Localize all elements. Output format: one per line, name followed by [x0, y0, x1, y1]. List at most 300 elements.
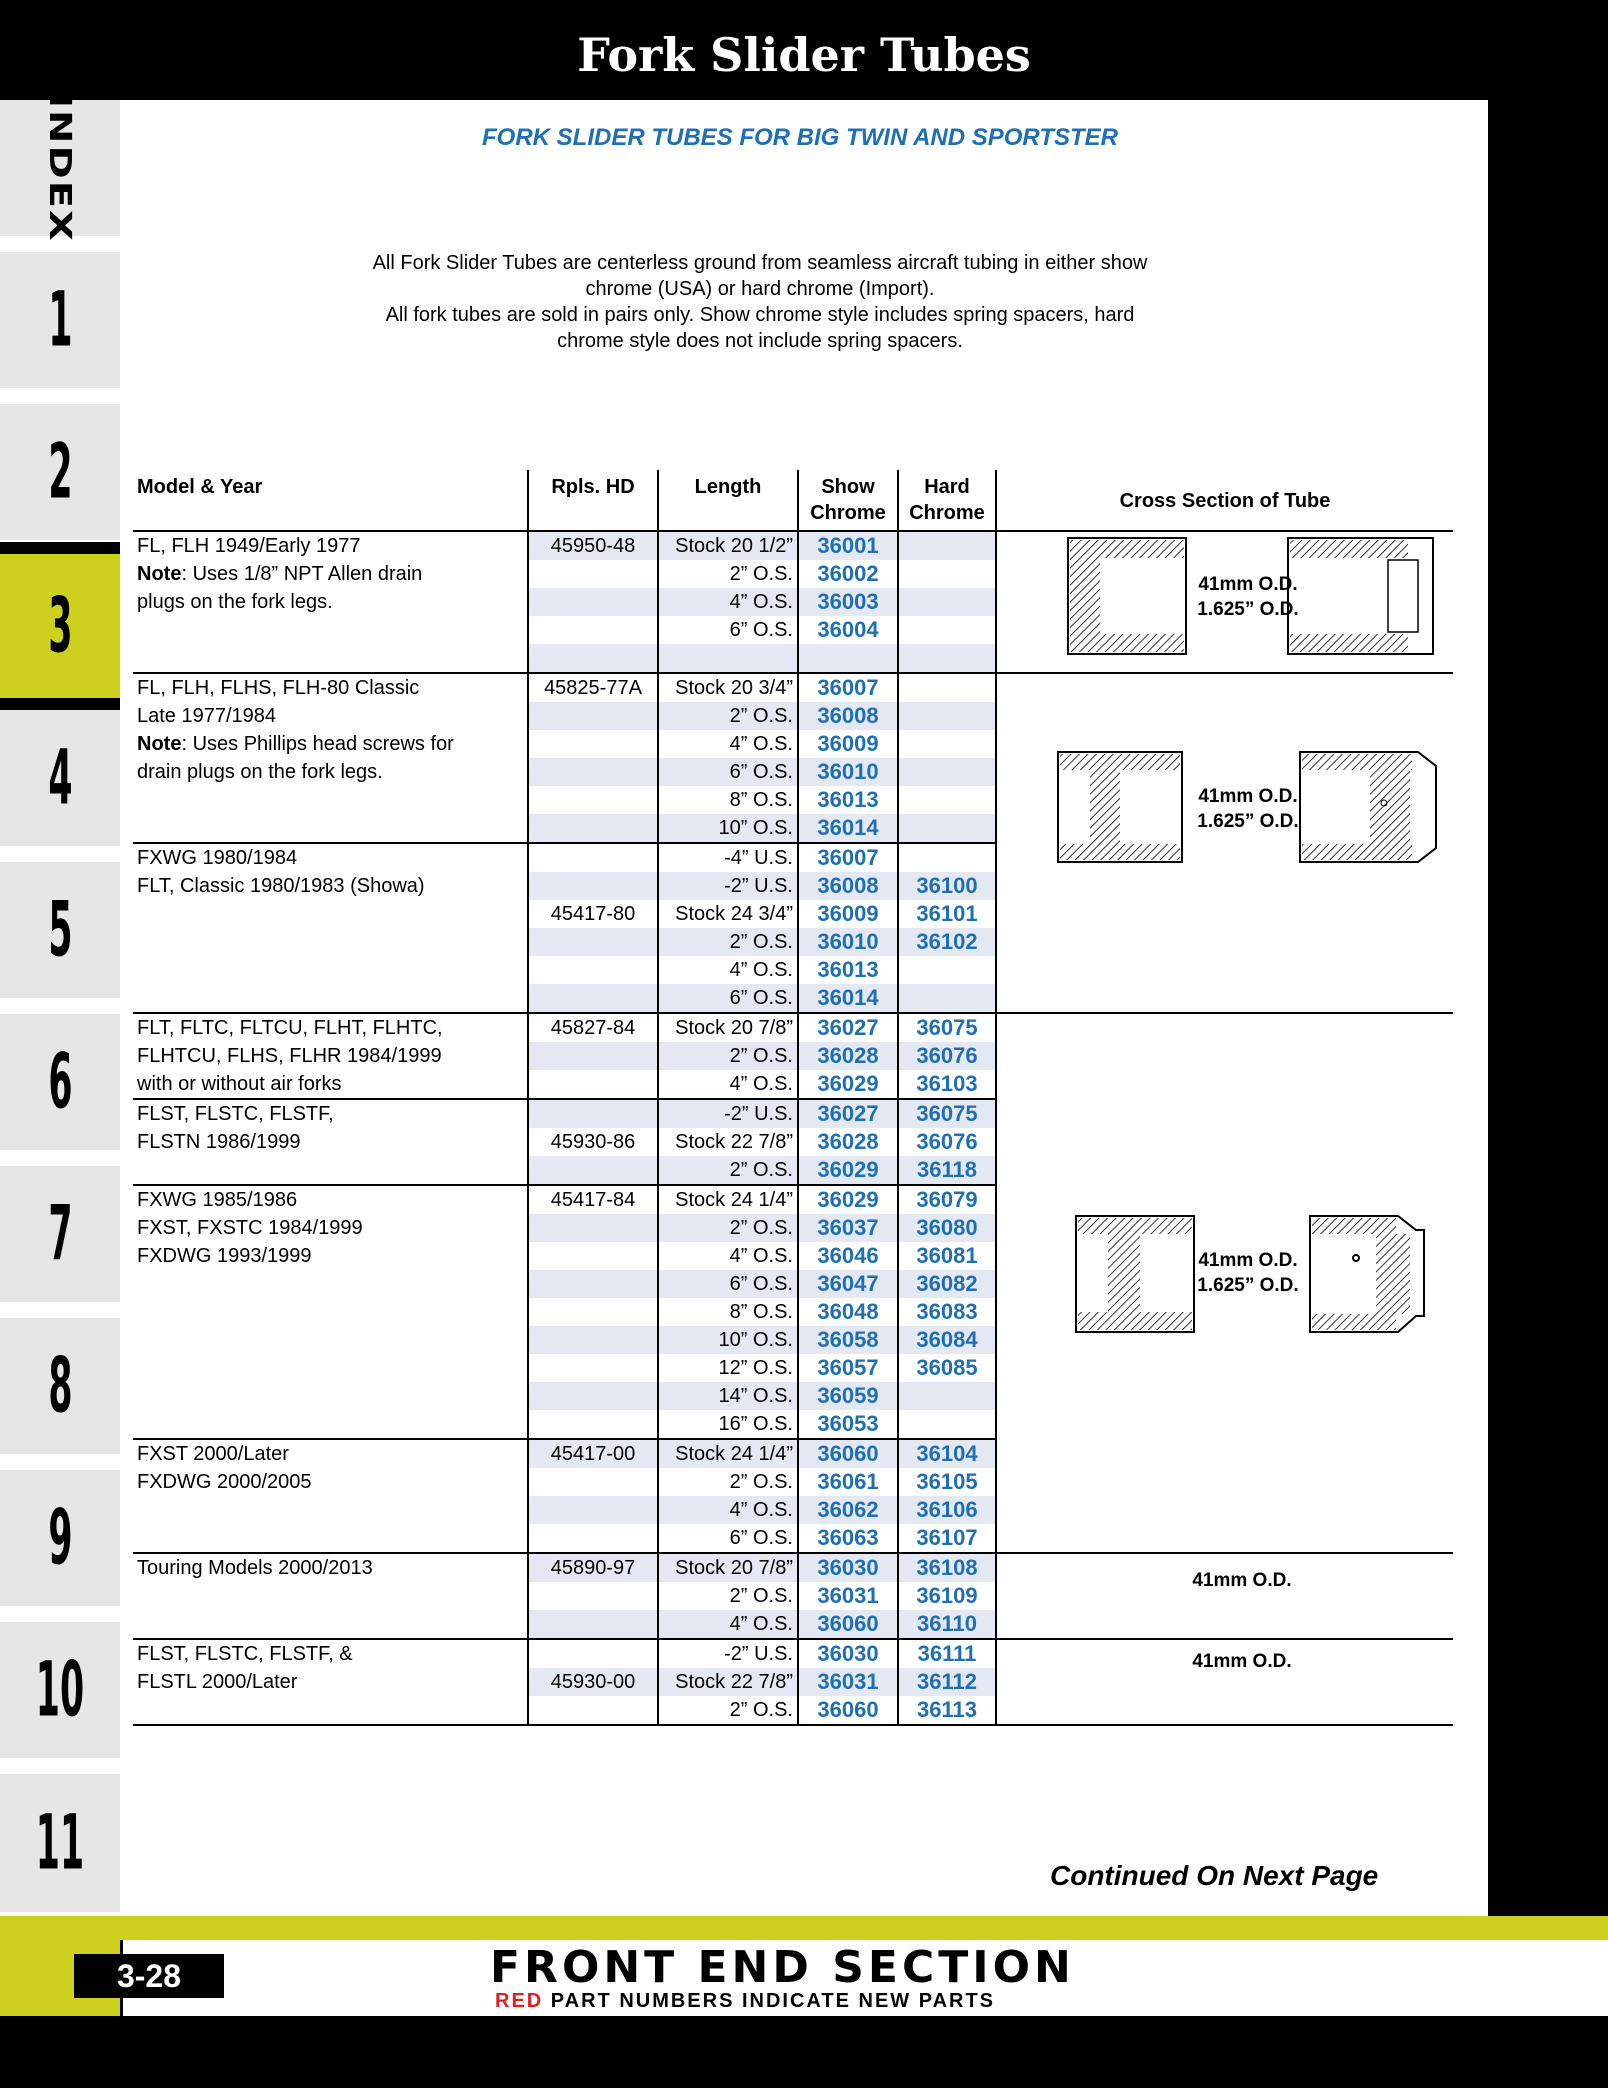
cell-rpls [528, 1524, 658, 1553]
cell-length: 4” O.S. [658, 730, 798, 758]
footer-band [0, 1916, 1608, 1940]
cell-length: 2” O.S. [658, 1696, 798, 1725]
cell-model [133, 984, 528, 1013]
cell-cross-section [996, 1298, 1453, 1326]
cell-rpls [528, 1214, 658, 1242]
cell-cross-section [996, 1382, 1453, 1410]
cell-rpls: 45417-80 [528, 900, 658, 928]
cell-rpls: 45417-00 [528, 1439, 658, 1468]
cell-rpls [528, 560, 658, 588]
sidebar-tab-7[interactable] [0, 1166, 120, 1302]
cell-hard-chrome: 36118 [898, 1156, 996, 1185]
cell-show-chrome: 36027 [798, 1013, 898, 1042]
table-row [133, 673, 1453, 702]
cell-model [133, 644, 528, 673]
sidebar-tab-label: 7 [47, 1190, 73, 1278]
cell-cross-section [996, 900, 1453, 928]
cell-hard-chrome [898, 673, 996, 702]
cell-rpls [528, 1270, 658, 1298]
cell-rpls: 45825-77A [528, 673, 658, 702]
cell-cross-section [996, 730, 1453, 758]
cell-model: Note: Uses 1/8” NPT Allen drain [137, 563, 423, 585]
cell-cross-section [996, 644, 1453, 673]
cell-model: FLSTN 1986/1999 [137, 1131, 301, 1153]
cell-length: 4” O.S. [658, 1242, 798, 1270]
cell-rpls: 45930-86 [528, 1128, 658, 1156]
cell-cross-section [996, 1214, 1453, 1242]
cell-length: 4” O.S. [658, 1610, 798, 1639]
cell-model [133, 814, 528, 843]
cell-show-chrome: 36010 [798, 928, 898, 956]
cell-model [133, 1354, 528, 1382]
cell-rpls [528, 702, 658, 730]
sidebar-tab-1[interactable] [0, 252, 120, 388]
cell-hard-chrome: 36108 [898, 1553, 996, 1582]
cell-model: FLHTCU, FLHS, FLHR 1984/1999 [137, 1045, 442, 1067]
cell-rpls [528, 814, 658, 843]
sidebar-tab-label: 6 [47, 1038, 73, 1126]
sidebar-tab-8[interactable] [0, 1318, 120, 1454]
cell-rpls [528, 956, 658, 984]
cell-hard-chrome [898, 531, 996, 560]
cell-length: 6” O.S. [658, 984, 798, 1013]
cell-hard-chrome [898, 588, 996, 616]
cell-show-chrome: 36059 [798, 1382, 898, 1410]
cell-length: 6” O.S. [658, 1270, 798, 1298]
cell-model [133, 1270, 528, 1298]
cell-cross-section [996, 984, 1453, 1013]
cell-rpls [528, 1382, 658, 1410]
cell-show-chrome: 36028 [798, 1128, 898, 1156]
cell-rpls [528, 1326, 658, 1354]
cell-hard-chrome: 36076 [898, 1042, 996, 1070]
intro-line: chrome style does not include spring spacers. [557, 330, 963, 352]
sidebar-tab-11[interactable] [0, 1774, 120, 1912]
cell-hard-chrome [898, 758, 996, 786]
cell-model: FLT, Classic 1980/1983 (Showa) [137, 875, 425, 897]
cell-hard-chrome [898, 616, 996, 644]
cell-cross-section [996, 1326, 1453, 1354]
cell-model: with or without air forks [133, 1070, 528, 1099]
cross-label-line: 1.625” O.D. [1197, 811, 1299, 832]
cell-hard-chrome: 36084 [898, 1326, 996, 1354]
table-row [133, 1410, 1453, 1439]
cell-hard-chrome [898, 644, 996, 673]
cell-model [133, 616, 528, 644]
page-title: Fork Slider Tubes [577, 28, 1031, 82]
cell-model [133, 1326, 528, 1354]
sidebar-tab-label: 2 [47, 428, 73, 516]
cell-length: Stock 20 7/8” [658, 1013, 798, 1042]
cell-hard-chrome: 36102 [898, 928, 996, 956]
cell-show-chrome: 36008 [798, 702, 898, 730]
cell-rpls [528, 1156, 658, 1185]
cell-hard-chrome: 36100 [898, 872, 996, 900]
cell-show-chrome: 36003 [798, 588, 898, 616]
intro-line: All Fork Slider Tubes are centerless ground from seamless aircraft tubing in either show [372, 252, 1148, 274]
sidebar-tab-label: 11 [35, 1799, 85, 1887]
cell-show-chrome [798, 644, 898, 673]
cell-rpls [528, 1242, 658, 1270]
cross-section-e-label: 41mm O.D. [1192, 1651, 1292, 1672]
table-row [133, 956, 1453, 984]
cell-length: 2” O.S. [658, 1042, 798, 1070]
table-header-row [133, 470, 1453, 531]
cell-rpls: 45930-00 [528, 1668, 658, 1696]
cell-length: 10” O.S. [658, 1326, 798, 1354]
table-row [133, 1468, 1453, 1496]
cell-rpls [528, 1099, 658, 1128]
cell-rpls [528, 843, 658, 872]
cell-length: 2” O.S. [658, 1468, 798, 1496]
table-row [133, 1354, 1453, 1382]
header-show-chrome [798, 470, 898, 531]
cell-hard-chrome: 36081 [898, 1242, 996, 1270]
cell-hard-chrome: 36112 [898, 1668, 996, 1696]
cell-length: Stock 24 1/4” [658, 1439, 798, 1468]
table-row [133, 984, 1453, 1013]
cell-cross-section [996, 531, 1453, 560]
cell-model [133, 1582, 528, 1610]
cell-model: FLSTL 2000/Later [137, 1671, 298, 1693]
cross-label-line: 41mm O.D. [1198, 786, 1298, 807]
cross-label-line: 1.625” O.D. [1197, 1275, 1299, 1296]
cell-model: FLT, FLTC, FLTCU, FLHT, FLHTC, [137, 1017, 443, 1039]
cell-hard-chrome [898, 984, 996, 1013]
cell-length: 12” O.S. [658, 1354, 798, 1382]
cell-model: FL, FLH, FLHS, FLH-80 Classic [137, 677, 420, 699]
header-hard-chrome [898, 470, 996, 531]
cell-cross-section [996, 758, 1453, 786]
table-row [133, 872, 1453, 900]
table-row [133, 1185, 1453, 1214]
cell-cross-section [996, 1128, 1453, 1156]
cell-model [133, 1156, 528, 1185]
cell-length: Stock 20 7/8” [658, 1553, 798, 1582]
cell-show-chrome: 36053 [798, 1410, 898, 1439]
cell-show-chrome: 36014 [798, 984, 898, 1013]
cross-section-d-label: 41mm O.D. [1192, 1570, 1292, 1591]
header-cross-section: Cross Section of Tube [996, 470, 1453, 531]
header-show-line: Show [821, 476, 875, 498]
intro-text [330, 250, 1190, 354]
cell-rpls [528, 1070, 658, 1099]
table-row [133, 1610, 1453, 1639]
table-row [133, 1013, 1453, 1042]
intro-line: All fork tubes are sold in pairs only. Show chrome style includes spring spacers, hard [385, 304, 1135, 326]
cell-hard-chrome [898, 956, 996, 984]
cell-hard-chrome: 36105 [898, 1468, 996, 1496]
cell-cross-section [996, 872, 1453, 900]
cell-length: 16” O.S. [658, 1410, 798, 1439]
header-hard-line: Chrome [909, 502, 985, 524]
cell-model: Touring Models 2000/2013 [137, 1557, 373, 1579]
cell-length: -2” U.S. [658, 872, 798, 900]
cell-show-chrome: 36007 [798, 673, 898, 702]
cell-show-chrome: 36028 [798, 1042, 898, 1070]
cell-hard-chrome [898, 730, 996, 758]
sidebar-tab-label: 10 [35, 1646, 85, 1734]
sidebar-tab-label: 9 [47, 1494, 73, 1582]
table-row [133, 702, 1453, 730]
page-number: 3-28 [74, 1954, 224, 1998]
cell-rpls [528, 786, 658, 814]
cell-rpls [528, 1639, 658, 1668]
cell-length: Stock 22 7/8” [658, 1668, 798, 1696]
cell-hard-chrome [898, 1410, 996, 1439]
cell-cross-section [996, 1496, 1453, 1524]
cell-hard-chrome [898, 786, 996, 814]
header-rpls: Rpls. HD [528, 470, 658, 531]
note-red-word: RED [495, 1990, 544, 2012]
cell-length: 8” O.S. [658, 1298, 798, 1326]
cross-section-a-label [1148, 572, 1348, 622]
cell-length: -2” U.S. [658, 1099, 798, 1128]
table-row [133, 531, 1453, 560]
cell-rpls [528, 984, 658, 1013]
cell-length: 2” O.S. [658, 928, 798, 956]
cross-section-b-label [1148, 784, 1348, 834]
cell-model [133, 900, 528, 928]
sidebar-tab-4[interactable] [0, 710, 120, 846]
table-row [133, 1156, 1453, 1185]
cell-model [133, 1524, 528, 1553]
cell-model: Late 1977/1984 [137, 705, 277, 727]
cell-show-chrome: 36004 [798, 616, 898, 644]
cell-length: 14” O.S. [658, 1382, 798, 1410]
cell-cross-section [996, 956, 1453, 984]
cell-rpls [528, 1610, 658, 1639]
cell-length: 4” O.S. [658, 588, 798, 616]
cell-show-chrome: 36061 [798, 1468, 898, 1496]
table-row [133, 1696, 1453, 1725]
sidebar-tab-label: INDEX [42, 93, 78, 243]
cell-length: 2” O.S. [658, 702, 798, 730]
cell-show-chrome: 36030 [798, 1639, 898, 1668]
cell-show-chrome: 36027 [798, 1099, 898, 1128]
cell-show-chrome: 36009 [798, 900, 898, 928]
cell-model: FXWG 1985/1986 [137, 1189, 298, 1211]
table-row [133, 758, 1453, 786]
cell-hard-chrome: 36107 [898, 1524, 996, 1553]
table-row [133, 1439, 1453, 1468]
sidebar-tab-label: 5 [47, 886, 73, 974]
cell-model: drain plugs on the fork legs. [137, 761, 383, 783]
header-length: Length [658, 470, 798, 531]
cell-cross-section [996, 1439, 1453, 1468]
sidebar-tab-label: 3 [47, 582, 73, 670]
cell-rpls [528, 1496, 658, 1524]
sidebar-tab-9[interactable] [0, 1470, 120, 1606]
table-row [133, 1524, 1453, 1553]
cell-cross-section [996, 1185, 1453, 1214]
cell-cross-section [996, 673, 1453, 702]
sidebar-tab-6[interactable] [0, 1014, 120, 1150]
header-hard-line: Hard [924, 476, 970, 498]
cell-cross-section [996, 928, 1453, 956]
cell-show-chrome: 36048 [798, 1298, 898, 1326]
cell-hard-chrome [898, 560, 996, 588]
cell-hard-chrome: 36113 [898, 1696, 996, 1725]
note-label: Note [137, 563, 182, 585]
cell-hard-chrome [898, 702, 996, 730]
sidebar-tab-10[interactable] [0, 1622, 120, 1758]
table-row [133, 1070, 1453, 1099]
cell-hard-chrome: 36110 [898, 1610, 996, 1639]
cell-hard-chrome: 36111 [898, 1639, 996, 1668]
cell-length: 4” O.S. [658, 1496, 798, 1524]
cell-model: FLST, FLSTC, FLSTF, [137, 1103, 334, 1125]
new-parts-note [495, 1990, 995, 2013]
cell-hard-chrome: 36075 [898, 1013, 996, 1042]
cell-show-chrome: 36013 [798, 956, 898, 984]
cell-length: 2” O.S. [658, 1156, 798, 1185]
cell-length: 6” O.S. [658, 616, 798, 644]
cell-model: FXDWG 1993/1999 [137, 1245, 312, 1267]
cell-length: 10” O.S. [658, 814, 798, 843]
cell-hard-chrome: 36079 [898, 1185, 996, 1214]
fork-tube-table [133, 470, 1453, 1726]
cell-cross-section [996, 1468, 1453, 1496]
intro-line: chrome (USA) or hard chrome (Import). [585, 278, 935, 300]
cell-hard-chrome: 36082 [898, 1270, 996, 1298]
cell-rpls [528, 1582, 658, 1610]
cell-rpls [528, 730, 658, 758]
table-row [133, 900, 1453, 928]
cross-section-c-label [1148, 1248, 1348, 1298]
cell-show-chrome: 36037 [798, 1214, 898, 1242]
cell-model: Note: Uses Phillips head screws for [137, 733, 454, 755]
section-title: FRONT END SECTION [490, 1942, 1075, 1993]
cell-model: FL, FLH 1949/Early 1977 [137, 535, 361, 557]
cell-length: -4” U.S. [658, 843, 798, 872]
cell-length: 2” O.S. [658, 1582, 798, 1610]
table-row [133, 1382, 1453, 1410]
section-subtitle: FORK SLIDER TUBES FOR BIG TWIN AND SPORTSTER [481, 124, 1118, 151]
cell-length: Stock 22 7/8” [658, 1128, 798, 1156]
cell-hard-chrome: 36106 [898, 1496, 996, 1524]
cell-length: 4” O.S. [658, 956, 798, 984]
cell-length: Stock 20 3/4” [658, 673, 798, 702]
cell-hard-chrome [898, 1382, 996, 1410]
sidebar-tab-2[interactable] [0, 404, 120, 540]
cell-cross-section [996, 1099, 1453, 1128]
cell-hard-chrome: 36080 [898, 1214, 996, 1242]
cell-show-chrome: 36060 [798, 1696, 898, 1725]
sidebar-tab-3[interactable] [0, 542, 120, 710]
cell-length: 2” O.S. [658, 1214, 798, 1242]
cell-show-chrome: 36046 [798, 1242, 898, 1270]
sidebar-tab-5[interactable] [0, 862, 120, 998]
cell-show-chrome: 36047 [798, 1270, 898, 1298]
note-label: Note [137, 733, 182, 755]
cell-hard-chrome: 36085 [898, 1354, 996, 1382]
cell-model [133, 956, 528, 984]
cell-show-chrome: 36062 [798, 1496, 898, 1524]
cell-length [658, 644, 798, 673]
cell-hard-chrome: 36075 [898, 1099, 996, 1128]
cell-length: 4” O.S. [658, 1070, 798, 1099]
cell-length: -2” U.S. [658, 1639, 798, 1668]
cell-cross-section [996, 702, 1453, 730]
cell-cross-section [996, 1354, 1453, 1382]
cell-length: 6” O.S. [658, 758, 798, 786]
cross-label-line: 1.625” O.D. [1197, 599, 1299, 620]
sidebar-tab-label: 4 [47, 734, 73, 822]
cell-model: FXST, FXSTC 1984/1999 [137, 1217, 363, 1239]
cell-hard-chrome: 36076 [898, 1128, 996, 1156]
cell-length: Stock 24 1/4” [658, 1185, 798, 1214]
cell-show-chrome: 36001 [798, 531, 898, 560]
cell-cross-section [996, 1610, 1453, 1639]
cell-cross-section [996, 1013, 1453, 1042]
cell-show-chrome: 36029 [798, 1185, 898, 1214]
cell-model [133, 1382, 528, 1410]
cell-model: FXDWG 2000/2005 [137, 1471, 312, 1493]
cell-show-chrome: 36063 [798, 1524, 898, 1553]
cell-show-chrome: 36060 [798, 1610, 898, 1639]
cell-model: plugs on the fork legs. [137, 591, 333, 613]
cell-show-chrome: 36010 [798, 758, 898, 786]
cell-length: Stock 24 3/4” [658, 900, 798, 928]
cell-show-chrome: 36014 [798, 814, 898, 843]
sidebar-tab-index[interactable] [0, 93, 120, 243]
header-model: Model & Year [133, 470, 528, 531]
cell-show-chrome: 36030 [798, 1553, 898, 1582]
note-rest: PART NUMBERS INDICATE NEW PARTS [550, 1990, 996, 2012]
sidebar-tab-label: 8 [47, 1342, 73, 1430]
cell-rpls [528, 1696, 658, 1725]
cell-rpls [528, 616, 658, 644]
cell-model: FLST, FLSTC, FLSTF, & [137, 1643, 353, 1665]
cell-rpls [528, 872, 658, 900]
cell-cross-section [996, 1696, 1453, 1725]
cell-hard-chrome: 36104 [898, 1439, 996, 1468]
table-row [133, 1099, 1453, 1128]
cell-rpls [528, 1298, 658, 1326]
table-row [133, 1214, 1453, 1242]
cell-cross-section [996, 843, 1453, 872]
cell-show-chrome: 36009 [798, 730, 898, 758]
table-row [133, 730, 1453, 758]
cell-hard-chrome [898, 814, 996, 843]
cell-hard-chrome: 36101 [898, 900, 996, 928]
cell-rpls [528, 644, 658, 673]
table-row [133, 1298, 1453, 1326]
cell-cross-section [996, 1410, 1453, 1439]
cell-cross-section [996, 1524, 1453, 1553]
cell-rpls: 45417-84 [528, 1185, 658, 1214]
cell-rpls [528, 758, 658, 786]
cross-label-line: 41mm O.D. [1198, 574, 1298, 595]
cell-model [133, 1298, 528, 1326]
header-show-line: Chrome [810, 502, 886, 524]
cell-rpls [528, 1042, 658, 1070]
cell-show-chrome: 36029 [798, 1156, 898, 1185]
cell-hard-chrome: 36109 [898, 1582, 996, 1610]
table-row [133, 1496, 1453, 1524]
cell-hard-chrome: 36103 [898, 1070, 996, 1099]
cell-model [133, 1696, 528, 1725]
cell-cross-section [996, 1070, 1453, 1099]
cell-show-chrome: 36031 [798, 1668, 898, 1696]
sidebar-tab-label: 1 [47, 276, 73, 364]
cell-model [133, 1610, 528, 1639]
cell-rpls [528, 1410, 658, 1439]
cell-cross-section [996, 1156, 1453, 1185]
cell-show-chrome: 36002 [798, 560, 898, 588]
cell-length: 6” O.S. [658, 1524, 798, 1553]
